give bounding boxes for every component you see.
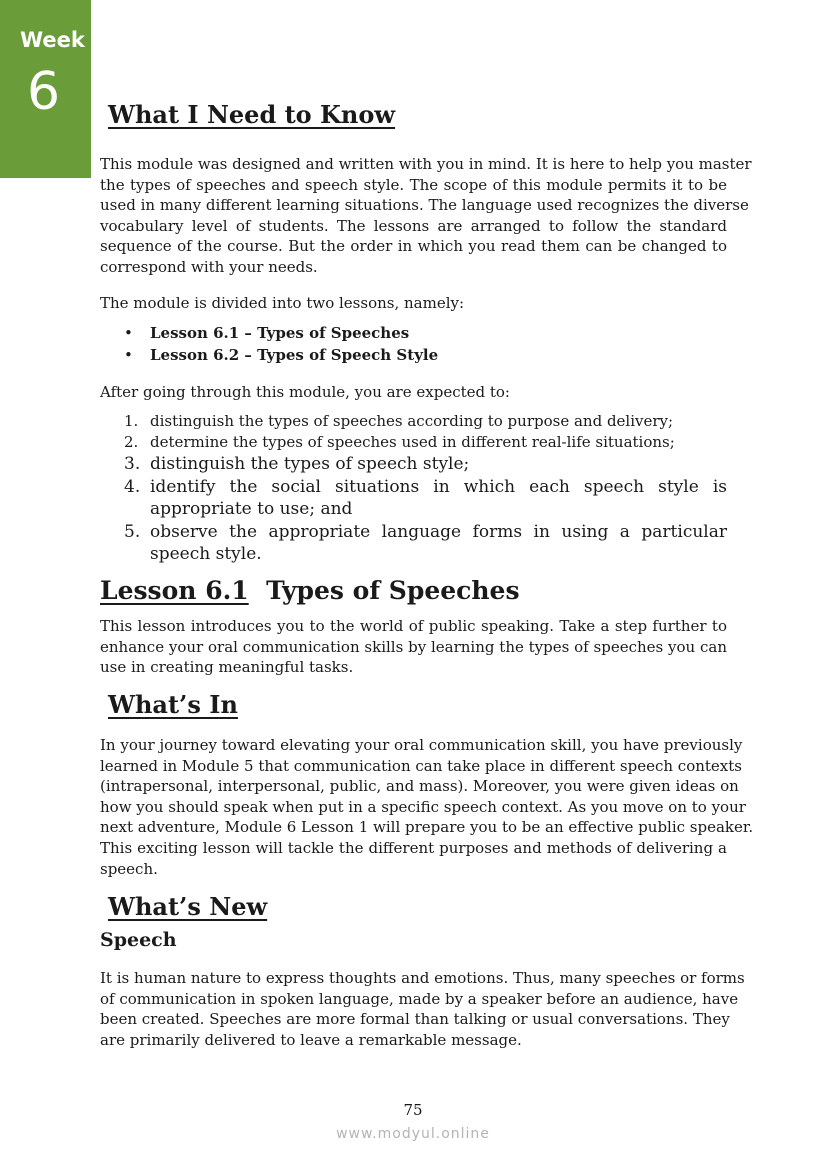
lesson-paragraph bbox=[100, 616, 727, 678]
heading-what-i-need-to-know: What I Need to Know bbox=[108, 100, 396, 129]
lesson-line: This lesson introduces you to the world of public speaking. Take a step further to bbox=[100, 617, 727, 635]
intro-line: the types of speeches and speech style. The scope of this module permits it to be bbox=[100, 175, 727, 194]
speech-line: of communication in spoken language, made by a speaker before an audience, have bbox=[100, 989, 739, 1008]
list-item: 5. observe the appropriate language forms in using a particular speech style. bbox=[124, 521, 727, 564]
lesson-list bbox=[124, 323, 438, 366]
whats-in-paragraph bbox=[100, 735, 754, 879]
whats-in-line: speech. bbox=[100, 859, 158, 878]
speech-heading: Speech bbox=[100, 929, 177, 951]
week-tab bbox=[0, 0, 91, 178]
heading-whats-new: What’s New bbox=[108, 892, 268, 921]
list-item: • Lesson 6.1 – Types of Speeches bbox=[124, 323, 438, 345]
list-item: 2. determine the types of speeches used in different real-life situations; bbox=[124, 433, 675, 451]
watermark: www.modyul.online bbox=[336, 1126, 490, 1142]
list-item: 4. identify the social situations in which each speech style is appropriate to use; and bbox=[124, 476, 727, 519]
intro-line: sequence of the course. But the order in which you read them can be changed to bbox=[100, 237, 727, 256]
whats-in-line: next adventure, Module 6 Lesson 1 will prepare you to be an effective public speaker. bbox=[100, 818, 754, 837]
intro-line: vocabulary level of students. The lessons are arranged to follow the standard bbox=[100, 216, 727, 235]
lesson-line: use in creating meaningful tasks. bbox=[100, 658, 354, 677]
intro-line: used in many different learning situations. The language used recognizes the diverse bbox=[100, 196, 749, 215]
week-label: Week bbox=[20, 28, 85, 52]
lesson-heading bbox=[100, 576, 520, 605]
objectives-list bbox=[124, 411, 727, 566]
list-item: 3. distinguish the types of speech style; bbox=[124, 454, 470, 474]
whats-in-line: learned in Module 5 that communication can take place in different speech contexts bbox=[100, 756, 742, 775]
list-item: 1. distinguish the types of speeches according to purpose and delivery; bbox=[124, 412, 674, 430]
speech-paragraph bbox=[100, 968, 745, 1050]
whats-in-line: (intrapersonal, interpersonal, public, and mass). Moreover, you were given ideas on bbox=[100, 777, 739, 796]
lesson-title: Types of Speeches bbox=[266, 576, 520, 605]
lesson-line: enhance your oral communication skills by learning the types of speeches you can bbox=[100, 637, 727, 656]
lesson-number: Lesson 6.1 bbox=[100, 576, 249, 605]
whats-in-line: In your journey toward elevating your oral communication skill, you have previously bbox=[100, 736, 743, 754]
whats-in-line: how you should speak when put in a specific speech context. As you move on to your bbox=[100, 797, 746, 816]
list-item: • Lesson 6.2 – Types of Speech Style bbox=[124, 345, 438, 367]
lessons-intro: The module is divided into two lessons, namely: bbox=[100, 294, 465, 312]
heading-whats-in: What’s In bbox=[108, 690, 238, 719]
whats-in-line: This exciting lesson will tackle the different purposes and methods of delivering a bbox=[100, 838, 727, 857]
speech-line: are primarily delivered to leave a remarkable message. bbox=[100, 1030, 522, 1049]
page-number: 75 bbox=[403, 1101, 423, 1119]
intro-line: correspond with your needs. bbox=[100, 257, 318, 276]
intro-line: This module was designed and written with you in mind. It is here to help you master bbox=[100, 155, 752, 173]
week-number: 6 bbox=[27, 62, 61, 122]
speech-line: been created. Speeches are more formal than talking or usual conversations. They bbox=[100, 1010, 730, 1029]
intro-paragraph bbox=[100, 154, 752, 278]
objectives-intro: After going through this module, you are expected to: bbox=[100, 383, 510, 401]
speech-line: It is human nature to express thoughts and emotions. Thus, many speeches or forms bbox=[100, 969, 745, 987]
